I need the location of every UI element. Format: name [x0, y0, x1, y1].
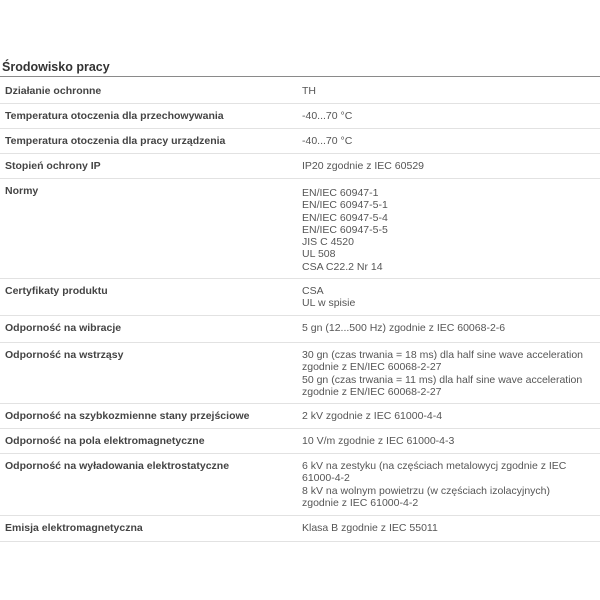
- spec-value: [302, 343, 600, 403]
- spec-value: [302, 79, 600, 103]
- spec-row-certifications: [0, 279, 600, 316]
- spec-value-line: CSA C22.2 Nr 14: [302, 260, 383, 273]
- spec-row-operating-temperature: [0, 129, 600, 154]
- spec-value-line: 50 gn (czas trwania = 11 ms) dla half sine wave acceleration: [302, 373, 583, 386]
- spec-value: [302, 454, 600, 515]
- spec-value-line: 8 kV na wolnym powietrzu (w częściach izolacyjnych): [302, 484, 551, 497]
- spec-label: Odporność na pola elektromagnetyczne: [5, 435, 205, 447]
- spec-label: Odporność na wyładowania elektrostatyczne: [5, 460, 230, 472]
- spec-value-line: -40...70 °C: [302, 135, 353, 147]
- spec-row-protective-treatment: [0, 79, 600, 104]
- spec-row-em-field-immunity: [0, 429, 600, 454]
- spec-value-line: 2 kV zgodnie z IEC 61000-4-4: [302, 410, 443, 422]
- spec-label: Stopień ochrony IP: [5, 160, 101, 172]
- spec-value: [302, 129, 600, 153]
- spec-value: [302, 179, 600, 278]
- spec-value-line: 5 gn (12...500 Hz) zgodnie z IEC 60068-2-6: [302, 322, 506, 334]
- spec-value-line: Klasa B zgodnie z IEC 55011: [302, 522, 438, 534]
- spec-row-em-emission: [0, 516, 600, 542]
- spec-table: [0, 79, 600, 542]
- spec-value: [302, 104, 600, 128]
- spec-value-line: 6 kV na zestyku (na częściach metalowycj zgodnie z IEC: [302, 460, 567, 472]
- spec-value-line: zgodnie z IEC 61000-4-2: [302, 496, 419, 509]
- spec-value-line: -40...70 °C: [302, 110, 353, 122]
- spec-label: Temperatura otoczenia dla przechowywania: [5, 110, 224, 122]
- spec-value: [302, 279, 600, 315]
- spec-label: Emisja elektromagnetyczna: [5, 522, 143, 534]
- spec-row-vibration-resistance: [0, 316, 600, 343]
- spec-row-esd-immunity: [0, 454, 600, 516]
- spec-value-line: EN/IEC 60947-5-4: [302, 211, 388, 224]
- spec-value-line: 30 gn (czas trwania = 18 ms) dla half sine wave acceleration: [302, 349, 584, 361]
- spec-label: Certyfikaty produktu: [5, 285, 108, 297]
- spec-value-line: UL 508: [302, 248, 336, 261]
- spec-value: [302, 404, 600, 428]
- spec-value: [302, 516, 600, 541]
- section-divider: [0, 76, 600, 77]
- spec-value-line: EN/IEC 60947-5-5: [302, 223, 388, 236]
- spec-row-ip-rating: [0, 154, 600, 179]
- section-title: Środowisko pracy: [2, 60, 110, 74]
- spec-label: Odporność na wstrząsy: [5, 349, 124, 361]
- spec-value-line: TH: [302, 85, 316, 97]
- spec-row-standards: [0, 179, 600, 279]
- spec-value-line: EN/IEC 60947-5-1: [302, 199, 388, 212]
- spec-value-line: JIS C 4520: [302, 236, 354, 249]
- spec-row-storage-temperature: [0, 104, 600, 129]
- spec-value-line: EN/IEC 60947-1: [302, 187, 379, 199]
- spec-label: Działanie ochronne: [5, 85, 102, 97]
- spec-label: Normy: [5, 185, 39, 197]
- spec-value-line: zgodnie z EN/IEC 60068-2-27: [302, 385, 442, 398]
- spec-value: [302, 429, 600, 453]
- spec-value-line: zgodnie z EN/IEC 60068-2-27: [302, 361, 442, 374]
- spec-value: [302, 316, 600, 342]
- spec-value-line: CSA: [302, 285, 324, 297]
- spec-label: Temperatura otoczenia dla pracy urządzenia: [5, 135, 226, 147]
- spec-value-line: 61000-4-2: [302, 472, 350, 485]
- spec-label: Odporność na szybkozmienne stany przejściowe: [5, 410, 250, 422]
- spec-label: Odporność na wibracje: [5, 322, 122, 334]
- spec-value-line: IP20 zgodnie z IEC 60529: [302, 160, 425, 172]
- spec-value: [302, 154, 600, 178]
- spec-row-shock-resistance: [0, 343, 600, 404]
- spec-value-line: UL w spisie: [302, 297, 356, 310]
- spec-row-fast-transient-immunity: [0, 404, 600, 429]
- spec-value-line: 10 V/m zgodnie z IEC 61000-4-3: [302, 435, 455, 447]
